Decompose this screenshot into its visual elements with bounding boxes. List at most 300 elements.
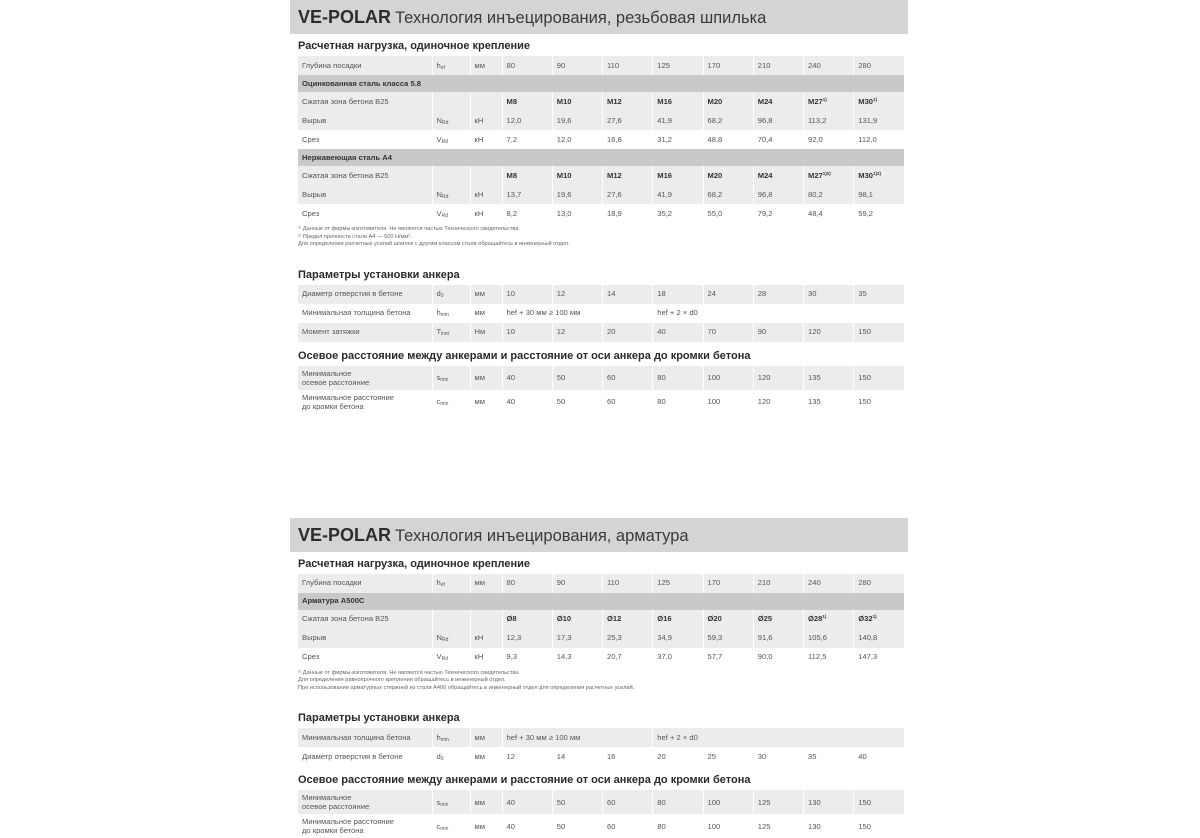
value: 70,4 (758, 135, 773, 144)
value-cell (703, 629, 753, 648)
value-cell (653, 185, 703, 204)
value-cell (552, 366, 602, 390)
symbol: c (437, 822, 441, 831)
value: 16,8 (607, 135, 622, 144)
size-label: Ø12 (607, 614, 621, 623)
value-cell (703, 323, 753, 342)
value: 30 (808, 289, 816, 298)
footnote: При использовании арматурных стержней из стали А400 обращайтесь в инженерный отдел для определения расчетных усилий. (298, 685, 908, 693)
value: 68,2 (708, 190, 723, 199)
value-cell (854, 648, 904, 667)
row-label: Срез (302, 652, 319, 661)
value: 100 (708, 373, 721, 382)
symbol-cell (432, 629, 470, 648)
formula-small-sizes: hef + 30 мм ≥ 100 мм (507, 308, 581, 317)
value: 14,3 (557, 652, 572, 661)
size-label: M8 (507, 171, 518, 180)
symbol: s (437, 373, 441, 382)
symbol-subscript: Rd (442, 656, 448, 662)
value-cell (753, 111, 803, 130)
row-label-line2: осевое расстояние (302, 802, 432, 811)
symbol: h (437, 308, 441, 317)
value: 80 (507, 61, 515, 70)
unit: кН (475, 116, 484, 125)
symbol-subscript: inst (441, 331, 449, 337)
value-cell (653, 629, 703, 648)
symbol-cell (432, 574, 470, 593)
group-label-cell (298, 75, 904, 92)
footnote: ¹⁾ Данные от фирмы-изготовителя. Не являются частью Технического свидетельства. (298, 670, 908, 678)
value-cell (854, 204, 904, 223)
row-label: Диаметр отверстия в бетоне (302, 752, 403, 761)
symbol-subscript: min (441, 312, 449, 318)
value: 48,4 (808, 209, 823, 218)
row-label: Глубина посадки (302, 61, 361, 70)
value: 280 (858, 61, 871, 70)
value-cell (603, 747, 653, 766)
symbol-subscript: 0 (441, 756, 444, 762)
value: 210 (758, 61, 771, 70)
unit-cell (470, 790, 502, 814)
formula-large-sizes: hef + 2 × d0 (657, 308, 698, 317)
value: 8,2 (507, 209, 518, 218)
value-cell (753, 814, 803, 838)
value: 50 (557, 373, 565, 382)
value: 59,2 (858, 209, 873, 218)
doc1-footnotes (298, 226, 908, 249)
symbol-subscript: min (440, 401, 448, 407)
row-label-cell (298, 204, 432, 223)
row-label: Срез (302, 209, 319, 218)
row-label: Вырыв (302, 116, 326, 125)
symbol-cell (432, 610, 470, 629)
spacer (290, 692, 908, 706)
unit-cell (470, 648, 502, 667)
value-cell (753, 629, 803, 648)
value-cell (804, 285, 854, 304)
hole-diameter-row (298, 285, 904, 304)
value-cell (703, 648, 753, 667)
value-cell (804, 130, 854, 149)
footnote-marker: 1)2) (873, 171, 881, 176)
pull-row (298, 185, 904, 204)
value-cell (502, 323, 552, 342)
value: 19,6 (557, 190, 572, 199)
symbol-cell (432, 56, 470, 75)
value: 24 (708, 289, 716, 298)
steel-group-row (298, 149, 904, 166)
value-cell (653, 56, 703, 75)
doc1-title: Технология инъецирования, резьбовая шпилька (395, 9, 766, 27)
value-cell (552, 574, 602, 593)
value: 112,0 (858, 135, 876, 144)
symbol-cell (432, 166, 470, 185)
min-thickness-row (298, 304, 904, 323)
symbol-subscript: Rd (442, 637, 448, 643)
value: 110 (607, 61, 619, 70)
value: 120 (758, 373, 771, 382)
size-cell (753, 610, 803, 629)
value-cell (502, 629, 552, 648)
value-cell (552, 130, 602, 149)
row-label: Сжатая зона бетона B25 (302, 97, 389, 106)
doc2-footnotes (298, 670, 908, 693)
value-cell (653, 130, 703, 149)
value: 96,8 (758, 116, 773, 125)
row-label-cell (298, 304, 432, 323)
size-cell (653, 92, 703, 111)
value: 125 (657, 61, 670, 70)
value: 27,6 (607, 190, 622, 199)
value: 68,2 (708, 116, 723, 125)
unit-cell (470, 728, 502, 747)
value-cell (502, 111, 552, 130)
value-cell (653, 648, 703, 667)
value-cell (552, 747, 602, 766)
symbol-cell (432, 304, 470, 323)
value: 12 (507, 752, 515, 761)
rebar-group-row (298, 593, 904, 610)
value-cell (603, 648, 653, 667)
row-label-line1: Минимальное расстояние (302, 393, 432, 402)
size-label: Ø8 (507, 614, 517, 623)
spacer (290, 249, 908, 263)
unit-cell (470, 204, 502, 223)
value-cell (502, 747, 552, 766)
unit: кН (475, 135, 484, 144)
doc2-install-table (298, 728, 904, 766)
value-cell (552, 56, 602, 75)
value: 105,6 (808, 633, 827, 642)
value: 150 (858, 397, 871, 406)
value-cell (703, 285, 753, 304)
value: 50 (557, 798, 565, 807)
size-label: M12 (607, 171, 622, 180)
value: 91,6 (758, 633, 773, 642)
size-label: M27 (808, 97, 823, 106)
formula-cell (653, 304, 904, 323)
value: 90,0 (758, 652, 773, 661)
value-cell (703, 56, 753, 75)
doc2-install-section-title: Параметры установки анкера (298, 712, 908, 725)
value: 100 (708, 397, 721, 406)
value-cell (753, 390, 803, 414)
value-cell (653, 285, 703, 304)
doc2-load-table (298, 574, 904, 667)
value: 40 (657, 327, 665, 336)
value-cell (502, 185, 552, 204)
symbol: d (437, 289, 441, 298)
size-cell (603, 166, 653, 185)
doc1-brand: VE-POLAR (298, 7, 391, 27)
spacer (290, 766, 908, 768)
unit-cell (470, 366, 502, 390)
unit: мм (475, 373, 485, 382)
size-head-row (298, 92, 904, 111)
value: 12 (557, 289, 565, 298)
value-cell (603, 130, 653, 149)
symbol-cell (432, 92, 470, 111)
row-label-cell (298, 111, 432, 130)
value: 80,2 (808, 190, 823, 199)
value: 240 (808, 578, 821, 587)
value-cell (603, 185, 653, 204)
value: 125 (758, 798, 771, 807)
size-cell (552, 92, 602, 111)
row-label: Диаметр отверстия в бетоне (302, 289, 403, 298)
value-cell (804, 790, 854, 814)
value-cell (804, 56, 854, 75)
row-label-cell (298, 323, 432, 342)
value: 41,9 (657, 190, 672, 199)
symbol: N (437, 116, 442, 125)
unit: мм (475, 733, 485, 742)
value: 60 (607, 373, 615, 382)
unit-cell (470, 574, 502, 593)
row-label-cell (298, 790, 432, 814)
value: 12,0 (507, 116, 522, 125)
symbol-subscript: Rd (442, 194, 448, 200)
value-cell (552, 204, 602, 223)
depth-row (298, 56, 904, 75)
value-cell (603, 285, 653, 304)
value-cell (603, 111, 653, 130)
value-cell (804, 185, 854, 204)
footnote-marker: 1) (822, 614, 826, 619)
value-cell (653, 323, 703, 342)
formula-cell (653, 728, 904, 747)
shear-row (298, 648, 904, 667)
value-cell (804, 629, 854, 648)
doc2-title: Технология инъецирования, арматура (395, 527, 689, 545)
symbol-subscript: ef (441, 582, 445, 588)
footnote: Для определения расчетных усилий шпилек с другим классом стали обращайтесь в инженерный отдел. (298, 241, 908, 249)
formula-small-sizes: hef + 30 мм ≥ 100 мм (507, 733, 581, 742)
symbol-subscript: 0 (441, 293, 444, 299)
value-cell (552, 648, 602, 667)
row-label-line1: Минимальное (302, 369, 432, 378)
value-cell (603, 366, 653, 390)
value-cell (603, 574, 653, 593)
value-cell (502, 204, 552, 223)
size-label: M27 (808, 171, 823, 180)
value: 18,9 (607, 209, 622, 218)
value-cell (603, 629, 653, 648)
value-cell (552, 185, 602, 204)
unit-cell (470, 814, 502, 838)
value-cell (804, 111, 854, 130)
value-cell (753, 185, 803, 204)
row-label-cell (298, 366, 432, 390)
value: 10 (507, 327, 515, 336)
formula-cell (502, 304, 653, 323)
value: 17,3 (557, 633, 572, 642)
size-cell (804, 166, 854, 185)
value: 80 (507, 578, 515, 587)
symbol-subscript: min (440, 802, 448, 808)
size-cell (653, 610, 703, 629)
size-label: M30 (858, 97, 873, 106)
symbol: d (437, 752, 441, 761)
value: 30 (758, 752, 766, 761)
value-cell (753, 323, 803, 342)
value-cell (552, 390, 602, 414)
value: 40 (507, 397, 515, 406)
symbol-cell (432, 185, 470, 204)
symbol-cell (432, 814, 470, 838)
size-label: Ø28 (808, 614, 822, 623)
value: 25,3 (607, 633, 622, 642)
value: 125 (657, 578, 670, 587)
value-cell (703, 747, 753, 766)
symbol-subscript: ef (441, 65, 445, 71)
row-label-cell (298, 56, 432, 75)
min-spacing-row (298, 790, 904, 814)
symbol: N (437, 190, 442, 199)
unit-cell (470, 304, 502, 323)
value: 12 (557, 327, 565, 336)
doc2-brand: VE-POLAR (298, 525, 391, 545)
value: 12,0 (557, 135, 572, 144)
value: 9,3 (507, 652, 518, 661)
size-cell (502, 610, 552, 629)
doc2-spacing-table (298, 790, 904, 838)
value: 96,8 (758, 190, 773, 199)
value-cell (653, 111, 703, 130)
doc2-brand-line (298, 525, 689, 546)
value: 135 (808, 373, 821, 382)
value: 170 (708, 61, 721, 70)
unit-cell (470, 747, 502, 766)
value-cell (753, 130, 803, 149)
value-cell (703, 204, 753, 223)
row-label: Вырыв (302, 633, 326, 642)
value: 60 (607, 798, 615, 807)
size-cell (854, 92, 904, 111)
value-cell (653, 204, 703, 223)
size-label: M20 (708, 97, 723, 106)
value: 100 (708, 822, 721, 831)
value: 170 (708, 578, 721, 587)
value: 90 (758, 327, 766, 336)
unit-cell (470, 111, 502, 130)
doc1-spacing-section-title: Осевое расстояние между анкерами и расстояние от оси анкера до кромки бетона (298, 350, 908, 363)
row-label-cell (298, 92, 432, 111)
value: 10 (507, 289, 515, 298)
size-label: M10 (557, 97, 572, 106)
group-label-cell (298, 593, 904, 610)
unit-cell (470, 390, 502, 414)
value: 50 (557, 822, 565, 831)
min-spacing-row (298, 366, 904, 390)
symbol: T (437, 327, 442, 336)
symbol-cell (432, 728, 470, 747)
symbol-cell (432, 130, 470, 149)
value-cell (753, 574, 803, 593)
value-cell (854, 130, 904, 149)
doc1-spacing-table (298, 366, 904, 414)
value: 40 (507, 822, 515, 831)
value: 70 (708, 327, 716, 336)
value: 80 (657, 373, 665, 382)
formula-cell (502, 728, 653, 747)
pull-row (298, 629, 904, 648)
size-head-row (298, 166, 904, 185)
value-cell (753, 648, 803, 667)
group-label-cell (298, 149, 904, 166)
value: 27,6 (607, 116, 622, 125)
size-label: Ø16 (657, 614, 671, 623)
value: 16 (607, 752, 615, 761)
unit-cell (470, 56, 502, 75)
value: 150 (858, 798, 871, 807)
value: 60 (607, 822, 615, 831)
size-label: M24 (758, 97, 773, 106)
row-label: Минимальная толщина бетона (302, 733, 411, 742)
value-cell (854, 56, 904, 75)
value: 150 (858, 822, 871, 831)
unit: мм (475, 798, 485, 807)
value: 135 (808, 397, 821, 406)
symbol-cell (432, 111, 470, 130)
value: 147,3 (858, 652, 877, 661)
unit-cell (470, 610, 502, 629)
unit: кН (475, 633, 484, 642)
row-label-cell (298, 166, 432, 185)
value-cell (603, 790, 653, 814)
min-thickness-row (298, 728, 904, 747)
value-cell (703, 130, 753, 149)
value-cell (552, 285, 602, 304)
value-cell (703, 574, 753, 593)
value-cell (854, 790, 904, 814)
unit: мм (475, 61, 485, 70)
row-label-cell (298, 390, 432, 414)
size-cell (552, 166, 602, 185)
value: 14 (557, 752, 565, 761)
size-label: Ø10 (557, 614, 571, 623)
value: 13,0 (557, 209, 572, 218)
unit: мм (475, 289, 485, 298)
value: 98,1 (858, 190, 873, 199)
min-edge-distance-row (298, 390, 904, 414)
value-cell (854, 285, 904, 304)
value: 130 (808, 798, 821, 807)
symbol-subscript: min (440, 826, 448, 832)
size-label: M12 (607, 97, 622, 106)
row-label-line1: Минимальное (302, 793, 432, 802)
row-label-cell (298, 185, 432, 204)
row-label: Минимальная толщина бетона (302, 308, 411, 317)
footnote: ²⁾ Предел прочности стали A4 — 500 Н/мм². (298, 234, 908, 242)
value: 35 (858, 289, 866, 298)
symbol: V (437, 135, 442, 144)
unit: мм (475, 308, 485, 317)
value: 60 (607, 397, 615, 406)
symbol: h (437, 733, 441, 742)
value-cell (854, 323, 904, 342)
value-cell (603, 390, 653, 414)
row-label-line2: до кромки бетона (302, 826, 432, 835)
unit: мм (475, 822, 485, 831)
value-cell (603, 323, 653, 342)
value: 131,9 (858, 116, 877, 125)
value: 80 (657, 397, 665, 406)
row-label: Глубина посадки (302, 578, 361, 587)
footnote: Для определения равнопрочного крепления обращайтесь в инженерный отдел. (298, 677, 908, 685)
row-label-cell (298, 728, 432, 747)
value: 110 (607, 578, 619, 587)
